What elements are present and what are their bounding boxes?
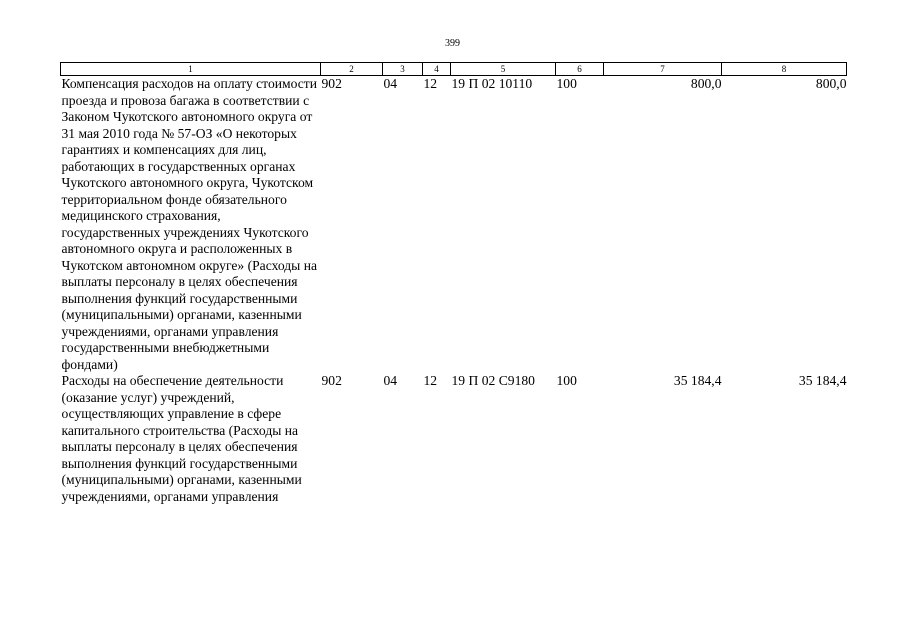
section-code: 04 xyxy=(383,373,398,388)
amount-col8: 35 184,4 xyxy=(798,373,847,388)
column-header-3: 3 xyxy=(383,63,423,76)
ministry-code: 902 xyxy=(321,373,342,388)
expense-type-code: 100 xyxy=(556,76,577,91)
column-header-5: 5 xyxy=(451,63,556,76)
amount-col7: 800,0 xyxy=(690,76,722,91)
target-article-code: 19 П 02 10110 xyxy=(451,76,533,91)
column-number-header-row xyxy=(61,63,847,76)
expense-type-code: 100 xyxy=(556,373,577,388)
table-row xyxy=(61,373,847,505)
column-header-7: 7 xyxy=(604,63,722,76)
target-article-code: 19 П 02 С9180 xyxy=(451,373,535,388)
subsection-code: 12 xyxy=(423,76,438,91)
column-header-1: 1 xyxy=(61,63,321,76)
budget-table xyxy=(60,62,847,505)
amount-col8: 800,0 xyxy=(815,76,847,91)
row-description: Расходы на обеспечение деятельности (оказание услуг) учреждений, осуществляющих управление в сфере капитального строительства (Расходы на выплаты персоналу в целях обеспечения выполнения функций государственными (муниципальными) органами, казенными учреждениями, органами управления xyxy=(61,373,302,504)
column-header-6: 6 xyxy=(556,63,604,76)
column-header-4: 4 xyxy=(423,63,451,76)
section-code: 04 xyxy=(383,76,398,91)
ministry-code: 902 xyxy=(321,76,342,91)
row-description: Компенсация расходов на оплату стоимости проезда и провоза багажа в соответствии с Законом Чукотского автономного округа от 31 мая 2010 года № 57-ОЗ «О некоторых гарантиях и компенсациях для лиц, работающих в государственных органах Чукотского автономного округа, Чукотском территориальном фонде обязательного медицинского страхования, государственных учреждениях Чукотского автономного округа и расположенных в Чукотском автономном округе» (Расходы на выплаты персоналу в целях обеспечения выполнения функций государственными (муниципальными) органами, казенными учреждениями, органами управления государственными внебюджетными фондами) xyxy=(61,76,318,372)
column-header-2: 2 xyxy=(321,63,383,76)
table-row xyxy=(61,76,847,374)
page-number: 399 xyxy=(445,38,460,49)
amount-col7: 35 184,4 xyxy=(673,373,722,388)
column-header-8: 8 xyxy=(722,63,847,76)
subsection-code: 12 xyxy=(423,373,438,388)
